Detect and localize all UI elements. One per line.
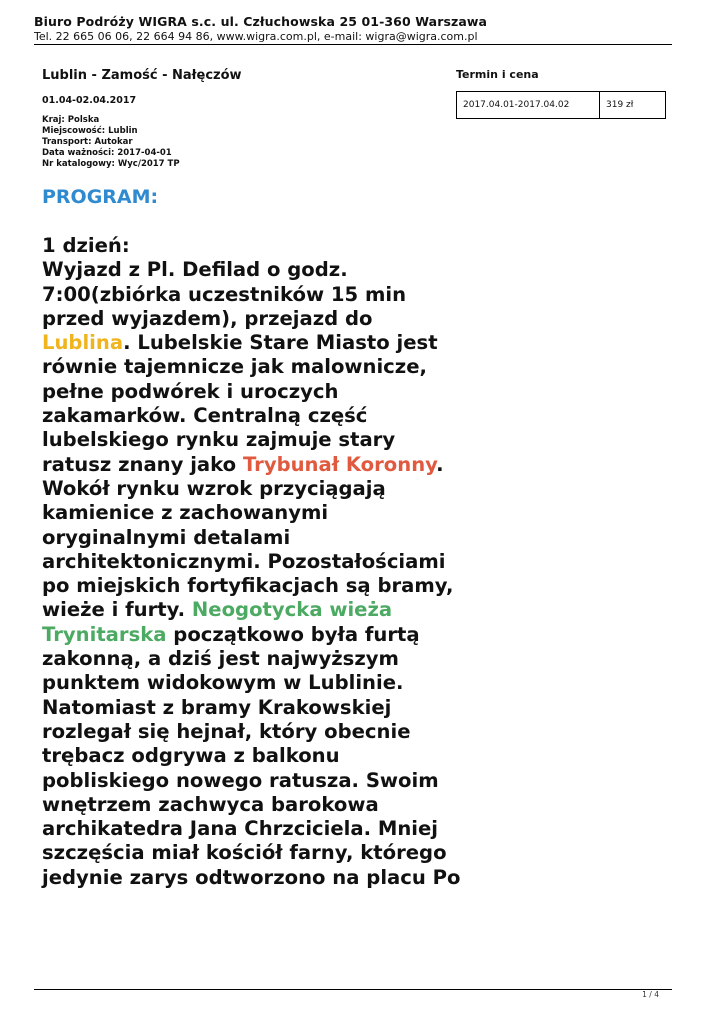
trip-info — [42, 68, 442, 170]
pricing-panel — [456, 68, 666, 119]
pricing-label: Termin i cena — [456, 68, 539, 81]
trip-title: Lublin - Zamość - Nałęczów — [42, 68, 242, 83]
meta-country: Kraj: Polska — [42, 115, 100, 125]
meta-city: Miejscowość: Lublin — [42, 126, 138, 136]
page-number: 1 / 4 — [642, 990, 659, 999]
meta-valid-date: Data ważności: 2017-04-01 — [42, 148, 172, 158]
program-description — [42, 234, 462, 890]
trip-meta — [42, 115, 442, 170]
term-cell: 2017.04.01-2017.04.02 — [457, 92, 600, 119]
text-segment: początkowo była furtą zakonną, a dziś jest najwyższym punktem widokowym w Lublinie. Natomiast z bramy Krakowskiej rozlegał się hejnał, który obecnie trębacz odgrywa z balkonu pobliskiego nowego ratusza. Swoim wnętrzem zachwyca barokowa archikatedra Jana Chrzciciela. Mniej szczęścia miał kościół farny, którego jedynie zarys odtworzono na placu Po — [42, 622, 461, 889]
footer-divider — [34, 989, 672, 990]
highlight-trynitarska: Neogotycka wieża Trynitarska — [42, 598, 393, 646]
header-divider — [34, 44, 672, 45]
table-row — [457, 92, 666, 119]
text-segment: . Lubelskie Stare Miasto jest równie tajemnicze jak malownicze, pełne podwórek i uroczych zakamarków. Centralną część lubelskiego rynku zajmuje stary ratusz znany jako — [42, 331, 438, 476]
text-segment: . Wokół rynku wzrok przyciągają kamienice z zachowanymi oryginalnymi detalami architektonicznymi. Pozostałościami po miejskich fortyfikacjach są bramy, wieże i furty. — [42, 452, 454, 622]
pricing-table — [456, 91, 666, 119]
program-heading: PROGRAM: — [42, 186, 159, 208]
trip-dates: 01.04-02.04.2017 — [42, 95, 137, 106]
company-address: Biuro Podróży WIGRA s.c. ul. Człuchowska 25 01-360 Warszawa — [34, 14, 488, 29]
price-cell: 319 zł — [600, 92, 666, 119]
text-segment: Wyjazd z Pl. Defilad o godz. 7:00(zbiórka uczestników 15 min przed wyjazdem), przejazd do — [42, 258, 407, 330]
highlight-lublin: Lublina — [42, 331, 124, 355]
day-heading: 1 dzień: — [42, 234, 130, 257]
meta-catalog-number: Nr katalogowy: Wyc/2017 TP — [42, 159, 180, 169]
letterhead — [34, 14, 674, 43]
company-contact: Tel. 22 665 06 06, 22 664 94 86, www.wigra.com.pl, e-mail: wigra@wigra.com.pl — [34, 30, 478, 43]
meta-transport: Transport: Autokar — [42, 137, 133, 147]
highlight-trybunal: Trybunał Koronny — [242, 452, 437, 476]
